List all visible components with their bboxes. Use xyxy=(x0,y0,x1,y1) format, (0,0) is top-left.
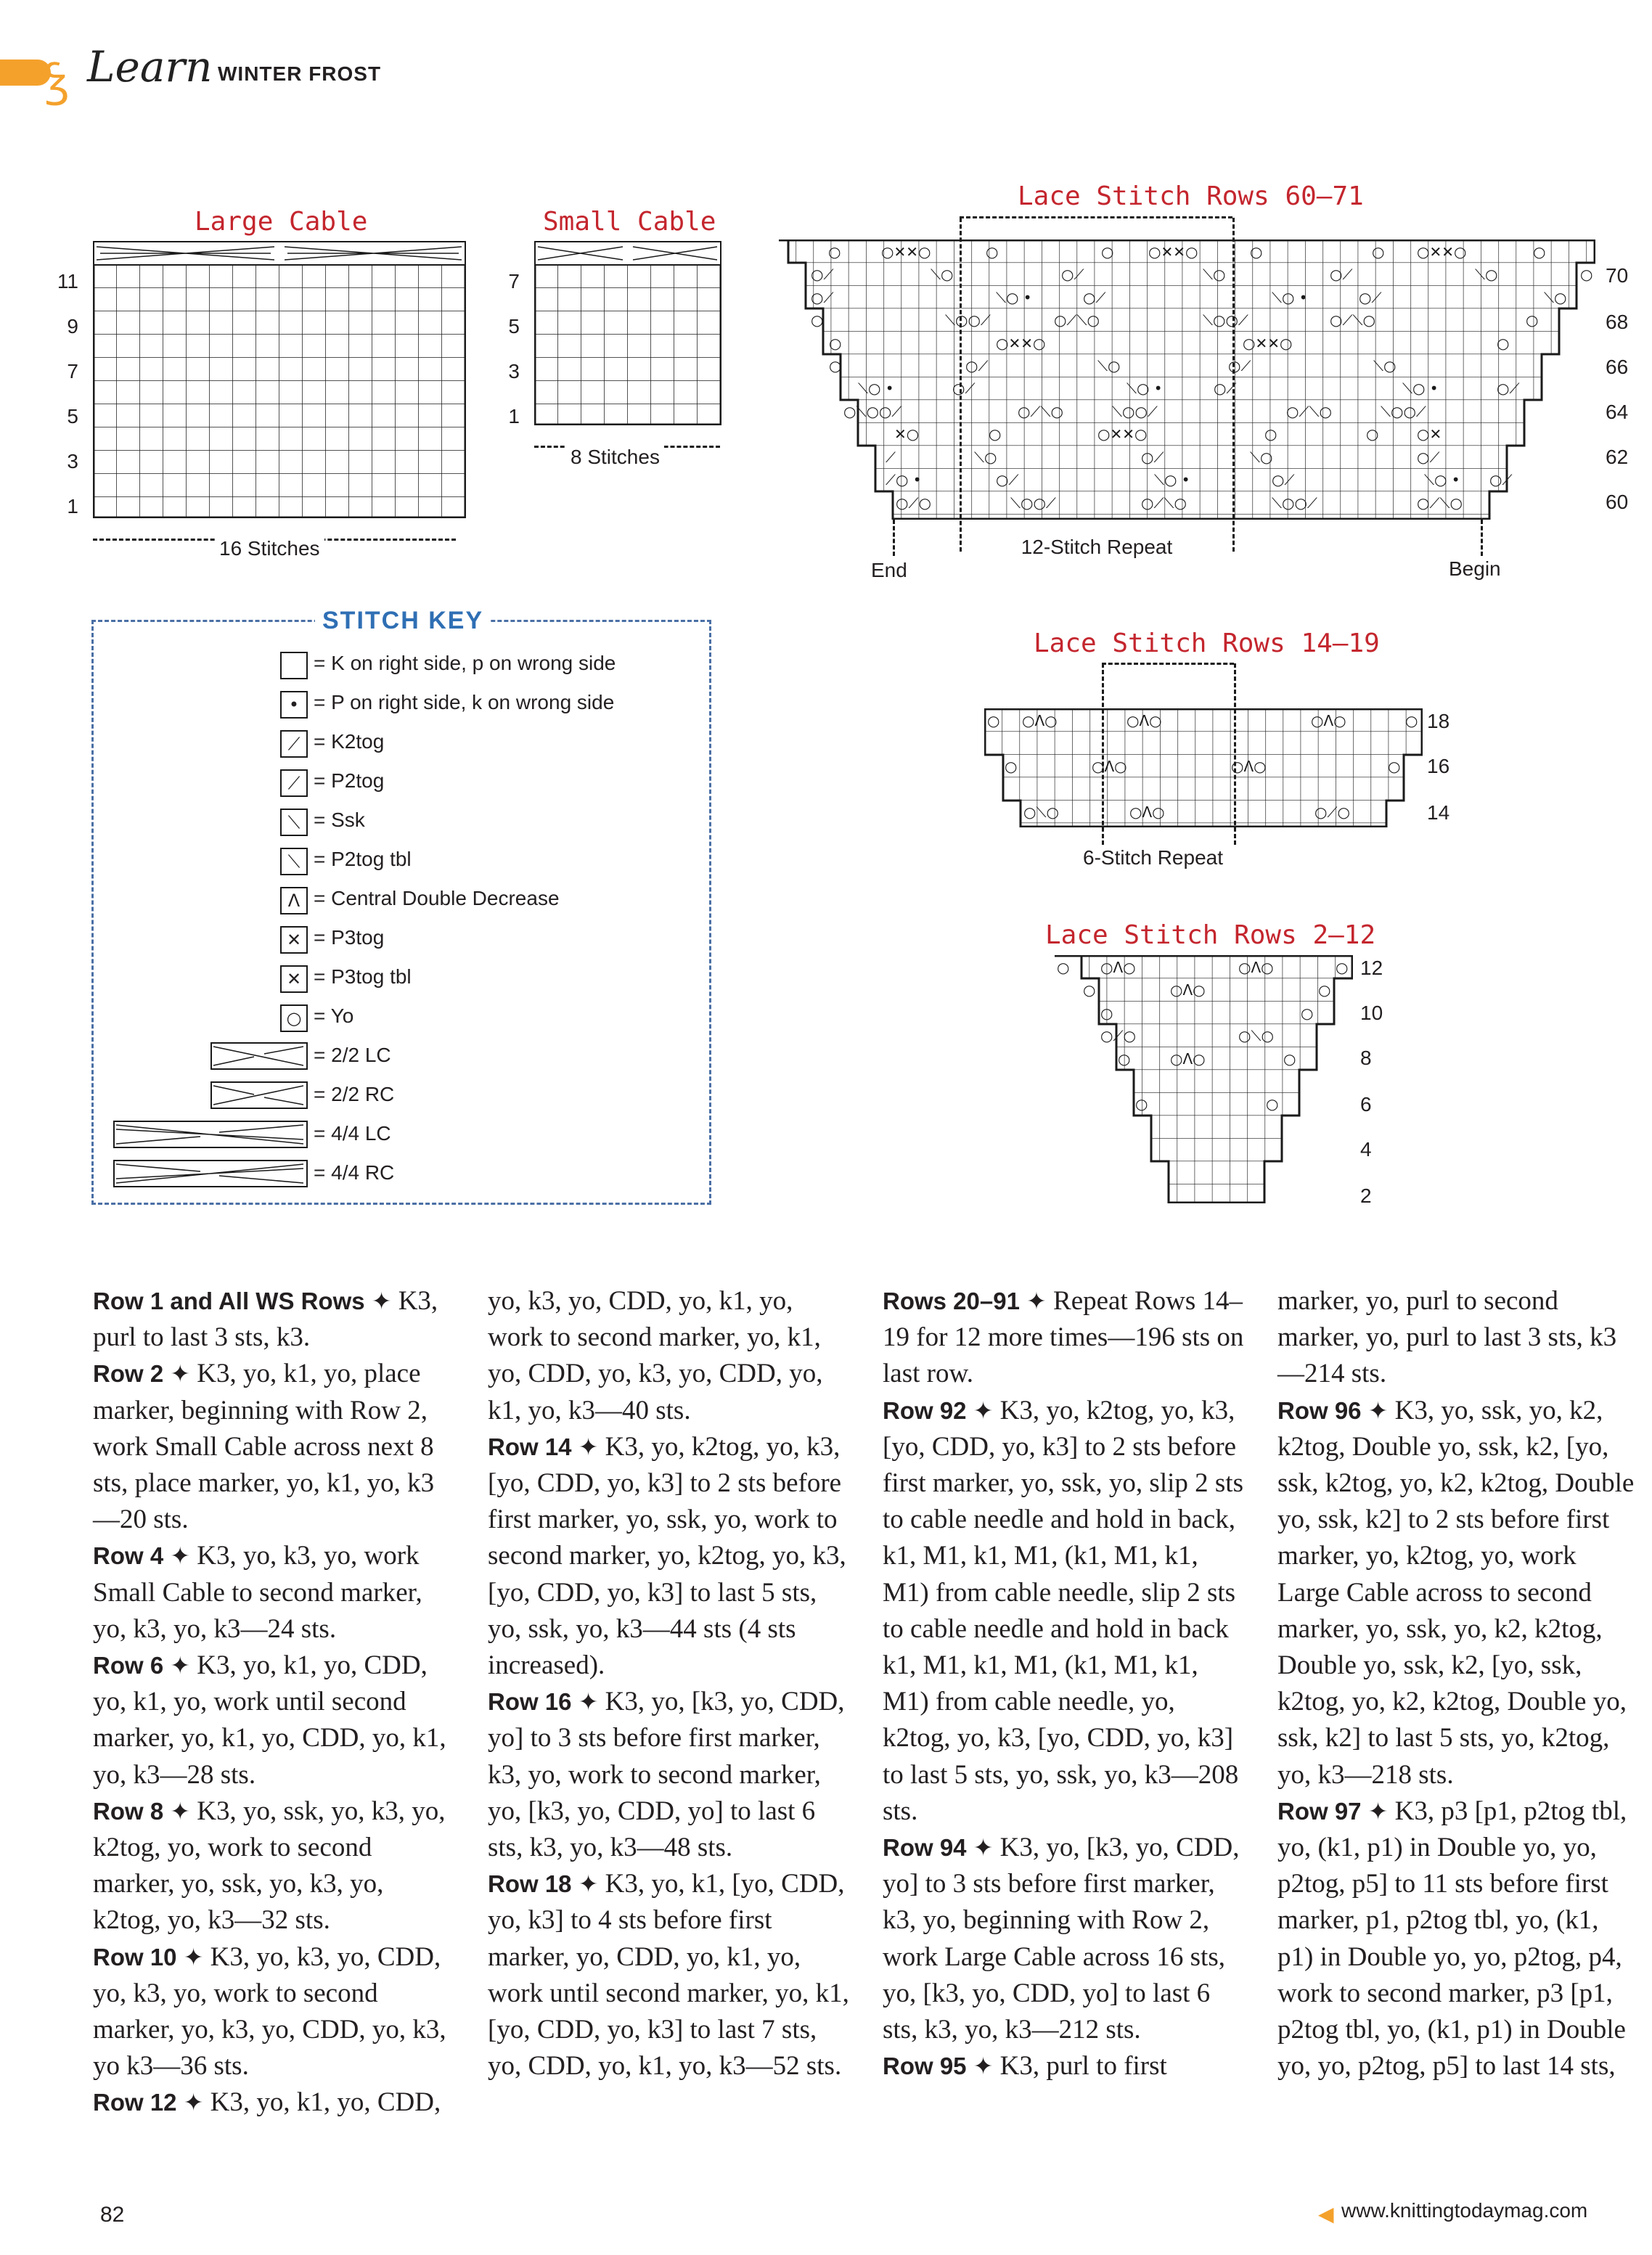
knit-icon xyxy=(280,652,308,679)
svg-text:○Λ○: ○Λ○ xyxy=(1092,758,1127,775)
instruction-row-95-cont: marker, yo, purl to second marker, yo, purl to last 3 sts, k3—214 sts. xyxy=(1277,1286,1617,1389)
key-label-2-2-lc: = 2/2 LC xyxy=(314,1044,391,1066)
svg-text:○✕✕○: ○✕✕○ xyxy=(996,335,1046,352)
small-cable-row-3: 3 xyxy=(508,360,520,382)
svg-text:○⟋⟍○: ○⟋⟍○ xyxy=(1330,311,1375,329)
instruction-row-6: Row 6 ✦ K3, yo, k1, yo, CDD, yo, k1, yo, work until second marker, yo, k1, yo, CDD, yo, k1, yo, k3—28 sts. xyxy=(93,1650,446,1790)
svg-text:○⟋⟍○: ○⟋⟍○ xyxy=(1054,311,1100,329)
svg-text:○Λ○: ○Λ○ xyxy=(1100,959,1136,976)
small-cable-row-1: 1 xyxy=(508,405,520,427)
stitch-key-title: STITCH KEY xyxy=(315,607,491,635)
lace-60-71-row-66: 66 xyxy=(1606,356,1629,378)
large-cable-title: Large Cable xyxy=(195,207,368,237)
svg-text:○: ○ xyxy=(989,425,1002,443)
cable-4-4-rc-icon xyxy=(113,1160,308,1187)
svg-text:○⟋: ○⟋ xyxy=(1083,289,1106,306)
svg-text:○⟋⟍○: ○⟋⟍○ xyxy=(1286,403,1332,420)
large-cable-row-11: 11 xyxy=(57,270,78,292)
large-cable-row-7: 7 xyxy=(67,360,78,382)
svg-text:○: ○ xyxy=(987,712,1000,729)
instruction-row-12: Row 12 ✦ K3, yo, k1, yo, CDD, xyxy=(93,2087,441,2118)
instruction-row-95: Row 95 ✦ K3, purl to first xyxy=(883,2051,1167,2082)
key-label-p3tog-tbl: = P3tog tbl xyxy=(314,965,412,988)
svg-text:○: ○ xyxy=(811,311,824,329)
svg-text:○: ○ xyxy=(1405,712,1418,729)
instruction-row-1: Row 1 and All WS Rows ✦ K3, purl to last 3 sts, k3. xyxy=(93,1286,438,1353)
lace-60-71-repeat-label: 12-Stitch Repeat xyxy=(960,536,1234,559)
small-cable-row-7: 7 xyxy=(508,270,520,292)
svg-text:○Λ○: ○Λ○ xyxy=(1311,712,1346,729)
svg-text:⟍○ •: ⟍○ • xyxy=(858,380,894,397)
svg-text:○⟋: ○⟋ xyxy=(965,357,989,375)
svg-text:○⟋: ○⟋ xyxy=(952,380,976,397)
svg-text:○⟋: ○⟋ xyxy=(1359,289,1382,306)
lace-60-71-row-62: 62 xyxy=(1606,446,1629,468)
instruction-row-10: Row 10 ✦ K3, yo, k3, yo, CDD, yo, k3, yo, work to second marker, yo, k3, yo, CDD, yo, k3, yo k3—36 sts. xyxy=(93,1941,446,2082)
lace-60-71-repeat-left-rule xyxy=(960,218,962,552)
key-label-4-4-rc: = 4/4 RC xyxy=(314,1161,395,1184)
lace-14-19-repeat-label: 6-Stitch Repeat xyxy=(1083,846,1223,869)
svg-text:○✕✕○: ○✕✕○ xyxy=(1148,243,1198,261)
lace-14-19-row-16: 16 xyxy=(1427,755,1450,777)
svg-text:○Λ○: ○Λ○ xyxy=(1238,959,1274,976)
large-cable-width-label: 16 Stitches xyxy=(215,537,324,560)
svg-text:○✕✕○: ○✕✕○ xyxy=(1417,243,1467,261)
svg-text:○: ○ xyxy=(1301,1004,1314,1022)
svg-text:⟍○: ⟍○ xyxy=(931,266,954,283)
svg-text:○: ○ xyxy=(1264,425,1277,443)
svg-text:⟍○: ⟍○ xyxy=(1250,449,1273,466)
svg-text:○⟋: ○⟋ xyxy=(1228,357,1251,375)
instruction-row-4: Row 4 ✦ K3, yo, k3, yo, work Small Cable to second marker, yo, k3, yo, k3—24 sts. xyxy=(93,1541,422,1644)
svg-text:⟍○: ⟍○ xyxy=(974,449,997,466)
svg-text:○: ○ xyxy=(828,243,841,261)
svg-text:○⟍○: ○⟍○ xyxy=(1238,1027,1274,1044)
svg-text:○: ○ xyxy=(1283,1050,1296,1068)
lace-14-19-row-18: 18 xyxy=(1427,710,1450,732)
large-cable-row-1: 1 xyxy=(67,495,78,517)
svg-text:⟍○: ⟍○ xyxy=(1373,357,1397,375)
lace-2-12-row-8: 8 xyxy=(1360,1047,1372,1069)
instruction-row-12-cont: yo, k3, yo, CDD, yo, k1, yo, work to second marker, yo, k1, yo, CDD, yo, k3, yo, CDD, yo, k1, yo, k3—40 sts. xyxy=(488,1286,823,1425)
svg-text:⟍○○⟋: ⟍○○⟋ xyxy=(945,311,991,329)
svg-text:○⟍○○⟋: ○⟍○○⟋ xyxy=(843,403,902,420)
key-label-2-2-rc: = 2/2 RC xyxy=(314,1083,395,1105)
instruction-row-16: Row 16 ✦ K3, yo, [k3, yo, CDD, yo] to 3 sts before first marker, k3, yo, work to second marker, yo, [k3, yo, CDD, yo] to last 6 sts, k3, yo, k3—48 sts. xyxy=(488,1687,845,1863)
lace-60-71-row-64: 64 xyxy=(1606,401,1629,423)
learn-logo: Learn xyxy=(87,42,213,91)
p2tog-icon: ⟋ xyxy=(280,769,308,797)
small-cable-width-label: 8 Stitches xyxy=(566,446,664,469)
section-title: WINTER FROST xyxy=(218,62,382,85)
svg-text:○: ○ xyxy=(1388,758,1401,775)
svg-text:⟍○: ⟍○ xyxy=(1203,266,1226,283)
end-marker-rule xyxy=(893,520,895,556)
k2tog-icon: ⟋ xyxy=(280,730,308,758)
instruction-row-14: Row 14 ✦ K3, yo, k2tog, yo, k3, [yo, CDD, yo, k3] to 2 sts before first marker, yo, ssk, yo, work to second marker, yo, k2tog, yo, k3, [yo, CDD, yo, k3] to last 5 sts, yo, ssk, yo, k3—44 sts (4 sts increased). xyxy=(488,1431,846,1681)
lace-60-71-row-60: 60 xyxy=(1606,491,1629,513)
svg-text:○Λ○: ○Λ○ xyxy=(1170,1050,1206,1068)
svg-text:○: ○ xyxy=(1266,1095,1279,1113)
key-label-knit: = K on right side, p on wrong side xyxy=(314,652,616,674)
svg-text:○⟋: ○⟋ xyxy=(1214,380,1237,397)
svg-text:○Λ○: ○Λ○ xyxy=(1126,712,1162,729)
key-label-p2tog: = P2tog xyxy=(314,769,385,792)
cable-2-2-rc-icon xyxy=(210,1081,308,1109)
svg-text:○⟋: ○⟋ xyxy=(1489,471,1513,488)
small-cable-row-5: 5 xyxy=(508,315,520,337)
lace-14-19-grid xyxy=(984,708,1423,827)
svg-text:○Λ○: ○Λ○ xyxy=(1231,758,1267,775)
instruction-row-92: Row 92 ✦ K3, yo, k2tog, yo, k3, [yo, CDD, yo, k3] to 2 sts before first marker, yo, ssk, yo, slip 2 sts to cable needle and hold in back, k1, M1, k1, M1, (k1, M1, k1, M1) from cable needle, slip 2 sts to cable needle and hold in back k1, M1, k1, M1, (k1, M1, k1, M1) from cable needle, yo, k2tog, yo, k3, [yo, CDD, yo, k3] to last 5 sts, yo, ssk, yo, k3—208 sts. xyxy=(883,1395,1243,1826)
svg-text:○✕✕○: ○✕✕○ xyxy=(881,243,931,261)
svg-text:○: ○ xyxy=(1526,311,1539,329)
svg-text:○: ○ xyxy=(1005,758,1018,775)
large-cable-row-9: 9 xyxy=(67,315,78,337)
lace-2-12-title: Lace Stitch Rows 2–12 xyxy=(1045,920,1376,950)
small-cable-grid xyxy=(534,241,721,425)
lace-14-19-repeat-top-rule xyxy=(1102,663,1234,665)
svg-text:⟍○: ⟍○ xyxy=(1475,266,1498,283)
p3tog-icon: ✕ xyxy=(280,926,308,954)
svg-text:○⟋: ○⟋ xyxy=(1141,449,1164,466)
svg-text:○: ○ xyxy=(1057,959,1070,976)
svg-text:○✕✕○: ○✕✕○ xyxy=(1243,335,1293,352)
instruction-row-8: Row 8 ✦ K3, yo, ssk, yo, k3, yo, k2tog, yo, work to second marker, yo, ssk, yo, k3, yo, k2tog, yo, k3—32 sts. xyxy=(93,1796,446,1936)
svg-text:○Λ○: ○Λ○ xyxy=(1022,712,1058,729)
svg-text:○: ○ xyxy=(1118,1050,1131,1068)
arrow-left-icon: ◀ xyxy=(1318,2203,1334,2225)
svg-text:○: ○ xyxy=(1372,243,1385,261)
key-label-yo: = Yo xyxy=(314,1004,354,1027)
small-cable-title: Small Cable xyxy=(543,207,716,237)
lace-60-71-repeat-top-rule xyxy=(960,216,1232,218)
instructions-column-2 xyxy=(488,1283,851,2084)
svg-text:○⟋: ○⟋ xyxy=(996,471,1019,488)
svg-text:○⟋: ○⟋ xyxy=(1272,471,1295,488)
instructions-column-3 xyxy=(883,1283,1246,2084)
page-number: 82 xyxy=(100,2203,125,2227)
swirl-ornament-icon: ꝣ xyxy=(45,52,69,106)
svg-text:⟍○ •: ⟍○ • xyxy=(1402,380,1439,397)
svg-text:○: ○ xyxy=(1336,959,1349,976)
svg-text:⟍○ •: ⟍○ • xyxy=(1272,289,1308,306)
key-label-cdd: = Central Double Decrease xyxy=(314,887,560,909)
svg-text:○✕✕○: ○✕✕○ xyxy=(1097,425,1148,443)
key-label-p3tog: = P3tog xyxy=(314,926,385,949)
lace-60-71-repeat-right-rule xyxy=(1232,218,1235,552)
lace-2-12-row-6: 6 xyxy=(1360,1093,1372,1116)
lace-60-71-title: Lace Stitch Rows 60–71 xyxy=(1018,181,1364,211)
svg-text:○: ○ xyxy=(1497,335,1510,352)
svg-text:○: ○ xyxy=(829,335,842,352)
key-label-p2tog-tbl: = P2tog tbl xyxy=(314,848,412,870)
purl-dot-icon: • xyxy=(280,691,308,719)
lace-14-19-title: Lace Stitch Rows 14–19 xyxy=(1034,629,1380,658)
key-label-ssk: = Ssk xyxy=(314,809,365,831)
p2tog-tbl-icon: ⟍ xyxy=(280,848,308,875)
instruction-row-94: Row 94 ✦ K3, yo, [k3, yo, CDD, yo] to 3 sts before first marker, k3, yo, beginning with Row 2, work Large Cable across 16 sts, yo, [k3, yo, CDD, yo] to last 6 sts, k3, yo, k3—212 sts. xyxy=(883,1833,1240,2045)
svg-text:○: ○ xyxy=(1135,1095,1148,1113)
svg-text:⟍○○⟋: ⟍○○⟋ xyxy=(1272,494,1317,512)
end-label: End xyxy=(871,559,907,581)
lace-14-19-row-14: 14 xyxy=(1427,801,1450,824)
svg-text:○⟋: ○⟋ xyxy=(811,289,834,306)
instructions-column-4 xyxy=(1277,1283,1640,2084)
svg-text:⟍○○⟋: ⟍○○⟋ xyxy=(1010,494,1056,512)
svg-text:○⟋: ○⟋ xyxy=(1330,266,1353,283)
svg-text:⟍○○⟋: ⟍○○⟋ xyxy=(1112,403,1158,420)
lace-2-12-row-10: 10 xyxy=(1360,1002,1383,1024)
svg-text:⟋○ •: ⟋○ • xyxy=(886,471,922,488)
instruction-row-2: Row 2 ✦ K3, yo, k1, yo, place marker, beginning with Row 2, work Small Cable across next 8 sts, place marker, yo, k1, yo, k3—20 sts. xyxy=(93,1359,435,1535)
header-accent-bar xyxy=(0,60,51,86)
lace-60-71-row-70: 70 xyxy=(1606,264,1629,287)
svg-text:○⟋⟍○: ○⟋⟍○ xyxy=(1018,403,1063,420)
svg-text:○: ○ xyxy=(1100,1004,1113,1022)
begin-marker-rule xyxy=(1481,520,1483,556)
svg-text:○⟋⟍○: ○⟋⟍○ xyxy=(1141,494,1187,512)
svg-text:○⟋: ○⟋ xyxy=(811,266,834,283)
svg-text:⟍○ •: ⟍○ • xyxy=(1126,380,1163,397)
svg-text:✕○: ✕○ xyxy=(894,425,920,443)
website-link[interactable]: www.knittingtodaymag.com xyxy=(1341,2199,1588,2222)
svg-text:○✕: ○✕ xyxy=(1417,425,1442,443)
begin-label: Begin xyxy=(1449,557,1501,580)
svg-text:○: ○ xyxy=(1366,425,1379,443)
instructions-column-1 xyxy=(93,1283,456,2121)
svg-text:⟋: ⟋ xyxy=(886,449,896,466)
lace-2-12-row-2: 2 xyxy=(1360,1184,1372,1207)
svg-text:○: ○ xyxy=(986,243,999,261)
svg-text:○⟋○: ○⟋○ xyxy=(1100,1027,1136,1044)
key-label-purl: = P on right side, k on wrong side xyxy=(314,691,615,713)
lace-60-71-row-68: 68 xyxy=(1606,311,1629,333)
svg-text:○⟋: ○⟋ xyxy=(1497,380,1520,397)
key-label-k2tog: = K2tog xyxy=(314,730,385,753)
lace-2-12-row-12: 12 xyxy=(1360,957,1383,979)
svg-text:○: ○ xyxy=(829,357,842,375)
svg-text:○: ○ xyxy=(1533,243,1546,261)
svg-text:⟍○: ⟍○ xyxy=(1544,289,1567,306)
svg-text:○: ○ xyxy=(1101,243,1114,261)
large-cable-row-3: 3 xyxy=(67,450,78,472)
cable-4-4-lc-icon xyxy=(113,1121,308,1148)
large-cable-row-5: 5 xyxy=(67,405,78,427)
svg-text:○⟋○: ○⟋○ xyxy=(896,494,931,512)
svg-text:○⟋○: ○⟋○ xyxy=(1314,803,1350,821)
svg-text:⟍○ •: ⟍○ • xyxy=(1424,471,1460,488)
ssk-icon: ⟍ xyxy=(280,809,308,836)
svg-text:○⟍○: ○⟍○ xyxy=(1023,803,1059,821)
svg-text:○: ○ xyxy=(1250,243,1263,261)
instruction-rows-20-91: Rows 20–91 ✦ Repeat Rows 14–19 for 12 more times—196 sts on last row. xyxy=(883,1286,1244,1389)
lace-60-71-grid xyxy=(778,240,1595,520)
svg-text:○: ○ xyxy=(1318,981,1331,999)
svg-text:○Λ○: ○Λ○ xyxy=(1129,803,1165,821)
svg-text:○: ○ xyxy=(1083,981,1096,999)
instruction-row-97: Row 97 ✦ K3, p3 [p1, p2tog tbl, yo, (k1, p1) in Double yo, yo, p2tog, p5] to 11 sts before first marker, p1, p2tog tbl, yo, (k1, p1) in Double yo, yo, p2tog, p4, work to second marker, p3 [p1, p2tog tbl, yo, (k1, p1) in Double yo, yo, p2tog, p5] to last 14 sts, xyxy=(1277,1796,1627,2082)
svg-text:⟍○○⟋: ⟍○○⟋ xyxy=(1203,311,1248,329)
svg-text:○Λ○: ○Λ○ xyxy=(1170,981,1206,999)
svg-text:⟍○ •: ⟍○ • xyxy=(1154,471,1190,488)
svg-text:⟍○: ⟍○ xyxy=(1097,357,1121,375)
large-cable-grid xyxy=(93,241,466,518)
svg-text:○⟋: ○⟋ xyxy=(1417,449,1440,466)
svg-text:○: ○ xyxy=(1580,266,1593,283)
instruction-row-18: Row 18 ✦ K3, yo, k1, [yo, CDD, yo, k3] to 4 sts before first marker, yo, CDD, yo, k1, yo, work until second marker, yo, k1, [yo, CDD, yo, k3] to last 7 sts, yo, CDD, yo, k1, yo, k3—52 sts. xyxy=(488,1869,849,2082)
central-double-decrease-icon: Λ xyxy=(280,887,308,914)
cable-2-2-lc-icon xyxy=(210,1042,308,1070)
lace-2-12-grid xyxy=(1054,955,1353,1203)
svg-text:○⟋⟍○: ○⟋⟍○ xyxy=(1417,494,1463,512)
svg-text:⟍○○⟋: ⟍○○⟋ xyxy=(1381,403,1426,420)
key-label-4-4-lc: = 4/4 LC xyxy=(314,1122,391,1145)
lace-2-12-row-4: 4 xyxy=(1360,1138,1372,1161)
yo-icon: ○ xyxy=(280,1004,308,1032)
instruction-row-96: Row 96 ✦ K3, yo, ssk, yo, k2, k2tog, Double yo, ssk, k2, [yo, ssk, k2tog, yo, k2, k2tog, Double yo, ssk, k2] to 2 sts before first marker, yo, k2tog, yo, work Large Cable across to second marker, yo, ssk, yo, k2, k2tog, Double yo, ssk, k2, [yo, ssk, k2tog, yo, k2, k2tog, Double yo, ssk, k2] to last 5 sts, yo, k2tog, yo, k3—218 sts. xyxy=(1277,1395,1635,1790)
p3tog-tbl-icon: ✕ xyxy=(280,965,308,993)
svg-text:○⟋: ○⟋ xyxy=(1061,266,1084,283)
svg-text:⟍○ •: ⟍○ • xyxy=(996,289,1032,306)
